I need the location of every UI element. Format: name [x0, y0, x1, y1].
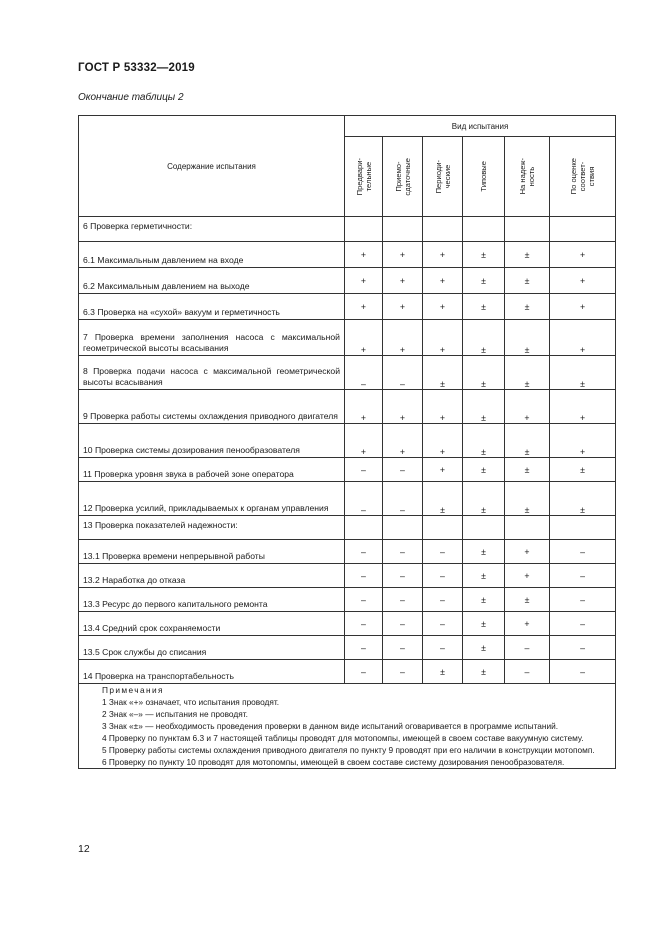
test-mark-cell: ± [505, 268, 550, 294]
test-mark-cell: + [345, 242, 383, 268]
test-mark-cell: ± [463, 424, 505, 458]
table-row [79, 482, 616, 516]
test-mark-cell: + [423, 390, 463, 424]
content-column-header: Содержание испытания [79, 116, 345, 217]
table-row [79, 424, 616, 458]
test-type-group-header: Вид испытания [345, 116, 616, 137]
test-mark-cell: – [345, 356, 383, 390]
test-mark-cell: + [383, 320, 423, 356]
test-content-cell: 13.3 Ресурс до первого капитального ремонта [79, 588, 345, 612]
test-mark-cell: ± [423, 660, 463, 684]
table-header-row [79, 116, 616, 137]
column-header-reliability [505, 137, 550, 217]
table-caption: Окончание таблицы 2 [78, 92, 184, 103]
test-mark-cell: ± [550, 356, 616, 390]
table-row [79, 356, 616, 390]
test-mark-cell: – [505, 660, 550, 684]
test-mark-cell: + [383, 268, 423, 294]
column-header-conformity [550, 137, 616, 217]
test-mark-cell: ± [463, 636, 505, 660]
test-mark-cell: – [505, 636, 550, 660]
test-content-cell: 13.5 Срок службы до списания [79, 636, 345, 660]
column-header-preliminary [345, 137, 383, 217]
test-mark-cell: + [383, 424, 423, 458]
test-mark-cell: – [345, 458, 383, 482]
test-mark-cell: ± [463, 564, 505, 588]
test-content-cell: 13.2 Наработка до отказа [79, 564, 345, 588]
column-header-label: Типовые [479, 161, 488, 192]
test-content-cell: 13.4 Средний срок сохраняемости [79, 612, 345, 636]
test-mark-cell: ± [463, 242, 505, 268]
test-mark-cell: ± [463, 294, 505, 320]
test-mark-cell: – [550, 660, 616, 684]
test-content-cell: 14 Проверка на транспортабельность [79, 660, 345, 684]
test-mark-cell: + [423, 268, 463, 294]
test-mark-cell [345, 516, 383, 540]
test-mark-cell: – [383, 636, 423, 660]
test-mark-cell: ± [463, 612, 505, 636]
table-row [79, 540, 616, 564]
test-mark-cell: ± [550, 482, 616, 516]
column-header-label: На надеж- ность [518, 158, 536, 195]
notes-row [79, 684, 616, 769]
test-mark-cell: – [423, 636, 463, 660]
test-mark-cell: – [423, 588, 463, 612]
test-mark-cell [505, 516, 550, 540]
test-mark-cell: – [345, 636, 383, 660]
note-line: 4 Проверку по пунктам 6.3 и 7 настоящей таблицы проводят для мотопомпы, имеющей в своем составе вакуумную систему. [102, 733, 584, 743]
test-mark-cell [383, 516, 423, 540]
test-mark-cell: ± [463, 320, 505, 356]
test-mark-cell: + [423, 294, 463, 320]
test-mark-cell: – [423, 612, 463, 636]
table-row [79, 217, 616, 242]
test-content-cell: 12 Проверка усилий, прикладываемых к органам управления [79, 482, 345, 516]
test-mark-cell: – [383, 564, 423, 588]
note-line: 6 Проверку по пункту 10 проводят для мотопомпы, имеющей в своем составе систему дозирования пенообразователя. [102, 757, 565, 767]
test-mark-cell: ± [463, 482, 505, 516]
test-mark-cell: – [345, 564, 383, 588]
test-content-cell: 9 Проверка работы системы охлаждения приводного двигателя [79, 390, 345, 424]
test-content-cell: 13.1 Проверка времени непрерывной работы [79, 540, 345, 564]
table-body [79, 217, 616, 684]
test-types-table [78, 115, 616, 769]
test-mark-cell: – [383, 588, 423, 612]
test-mark-cell: + [383, 294, 423, 320]
test-mark-cell: – [550, 612, 616, 636]
table-row [79, 516, 616, 540]
test-mark-cell: – [345, 588, 383, 612]
test-content-cell: 11 Проверка уровня звука в рабочей зоне оператора [79, 458, 345, 482]
test-mark-cell: + [550, 320, 616, 356]
test-mark-cell: ± [505, 356, 550, 390]
page-number: 12 [78, 843, 90, 855]
test-mark-cell: ± [505, 458, 550, 482]
test-content-cell: 10 Проверка системы дозирования пенообразователя [79, 424, 345, 458]
test-mark-cell: ± [463, 540, 505, 564]
test-content-cell: 6.3 Проверка на «сухой» вакуум и герметичность [79, 294, 345, 320]
test-mark-cell: – [345, 660, 383, 684]
note-line: 2 Знак «–» — испытания не проводят. [102, 709, 248, 719]
test-mark-cell: ± [463, 390, 505, 424]
column-header-acceptance [383, 137, 423, 217]
test-mark-cell: + [345, 294, 383, 320]
table-row [79, 458, 616, 482]
test-mark-cell: + [505, 540, 550, 564]
table-row [79, 588, 616, 612]
test-content-cell: 8 Проверка подачи насоса с максимальной геометрической высоты всасывания [79, 356, 345, 390]
test-mark-cell: ± [505, 482, 550, 516]
column-header-periodic [423, 137, 463, 217]
test-mark-cell: ± [423, 356, 463, 390]
note-line: 1 Знак «+» означает, что испытания проводят. [102, 697, 280, 707]
test-mark-cell: ± [423, 482, 463, 516]
column-header-type [463, 137, 505, 217]
column-header-label: По оценке соответ- ствия [569, 158, 597, 195]
test-mark-cell: + [423, 242, 463, 268]
test-content-cell: 6 Проверка герметичности: [79, 217, 345, 242]
test-mark-cell: – [550, 588, 616, 612]
table-row [79, 320, 616, 356]
test-mark-cell: ± [505, 424, 550, 458]
test-mark-cell: ± [505, 294, 550, 320]
test-mark-cell: – [550, 540, 616, 564]
test-mark-cell: + [505, 390, 550, 424]
test-mark-cell: – [423, 540, 463, 564]
test-content-cell: 7 Проверка времени заполнения насоса с максимальной геометрической высоты всасывания [79, 320, 345, 356]
table-row [79, 294, 616, 320]
test-mark-cell: – [550, 564, 616, 588]
notes-title: Примечания [102, 685, 164, 695]
test-mark-cell: – [383, 612, 423, 636]
test-mark-cell [345, 217, 383, 242]
test-mark-cell: + [550, 242, 616, 268]
test-mark-cell: – [550, 636, 616, 660]
test-mark-cell [423, 516, 463, 540]
test-mark-cell: ± [463, 268, 505, 294]
test-mark-cell: ± [463, 458, 505, 482]
test-mark-cell: – [345, 612, 383, 636]
test-content-cell: 6.2 Максимальным давлением на выходе [79, 268, 345, 294]
table-row [79, 390, 616, 424]
test-mark-cell: + [345, 390, 383, 424]
test-mark-cell [505, 217, 550, 242]
test-mark-cell: + [505, 564, 550, 588]
test-mark-cell: + [423, 458, 463, 482]
test-mark-cell: + [505, 612, 550, 636]
column-header-label: Приемо- сдаточные [393, 157, 412, 196]
test-mark-cell: + [383, 242, 423, 268]
note-line: 3 Знак «±» — необходимость проведения проверки в данном виде испытаний оговаривается в программе испытаний. [102, 721, 559, 731]
test-mark-cell: + [550, 294, 616, 320]
test-mark-cell: ± [463, 356, 505, 390]
test-mark-cell: + [345, 320, 383, 356]
test-mark-cell: – [383, 660, 423, 684]
test-mark-cell: – [383, 540, 423, 564]
test-mark-cell: – [383, 356, 423, 390]
test-content-cell: 13 Проверка показателей надежности: [79, 516, 345, 540]
test-mark-cell [550, 217, 616, 242]
test-mark-cell: + [550, 268, 616, 294]
test-mark-cell: – [345, 540, 383, 564]
test-mark-cell: ± [550, 458, 616, 482]
document-standard-header: ГОСТ Р 53332—2019 [78, 62, 195, 74]
test-mark-cell [463, 516, 505, 540]
test-mark-cell: ± [505, 320, 550, 356]
test-mark-cell: ± [505, 242, 550, 268]
table-row [79, 612, 616, 636]
test-mark-cell: ± [463, 588, 505, 612]
test-mark-cell: ± [505, 588, 550, 612]
test-mark-cell [423, 217, 463, 242]
test-mark-cell [550, 516, 616, 540]
table-row [79, 660, 616, 684]
notes-cell [79, 684, 616, 769]
test-mark-cell: – [423, 564, 463, 588]
test-mark-cell: + [423, 424, 463, 458]
test-mark-cell: + [345, 424, 383, 458]
test-mark-cell: – [383, 458, 423, 482]
column-header-label: Периоди- ческие [433, 159, 452, 194]
column-header-label: Предвари- тельные [354, 157, 373, 196]
test-mark-cell: – [345, 482, 383, 516]
test-mark-cell: + [423, 320, 463, 356]
test-content-cell: 6.1 Максимальным давлением на входе [79, 242, 345, 268]
test-mark-cell [383, 217, 423, 242]
table-row [79, 242, 616, 268]
test-mark-cell [463, 217, 505, 242]
test-mark-cell: – [383, 482, 423, 516]
test-mark-cell: + [345, 268, 383, 294]
table-row [79, 268, 616, 294]
table-row [79, 564, 616, 588]
test-mark-cell: ± [463, 660, 505, 684]
test-mark-cell: + [550, 390, 616, 424]
note-line: 5 Проверку работы системы охлаждения приводного двигателя по пункту 9 проводят при его наличии в конструкции мотопомп. [102, 745, 595, 755]
test-mark-cell: + [383, 390, 423, 424]
test-mark-cell: + [550, 424, 616, 458]
table-row [79, 636, 616, 660]
